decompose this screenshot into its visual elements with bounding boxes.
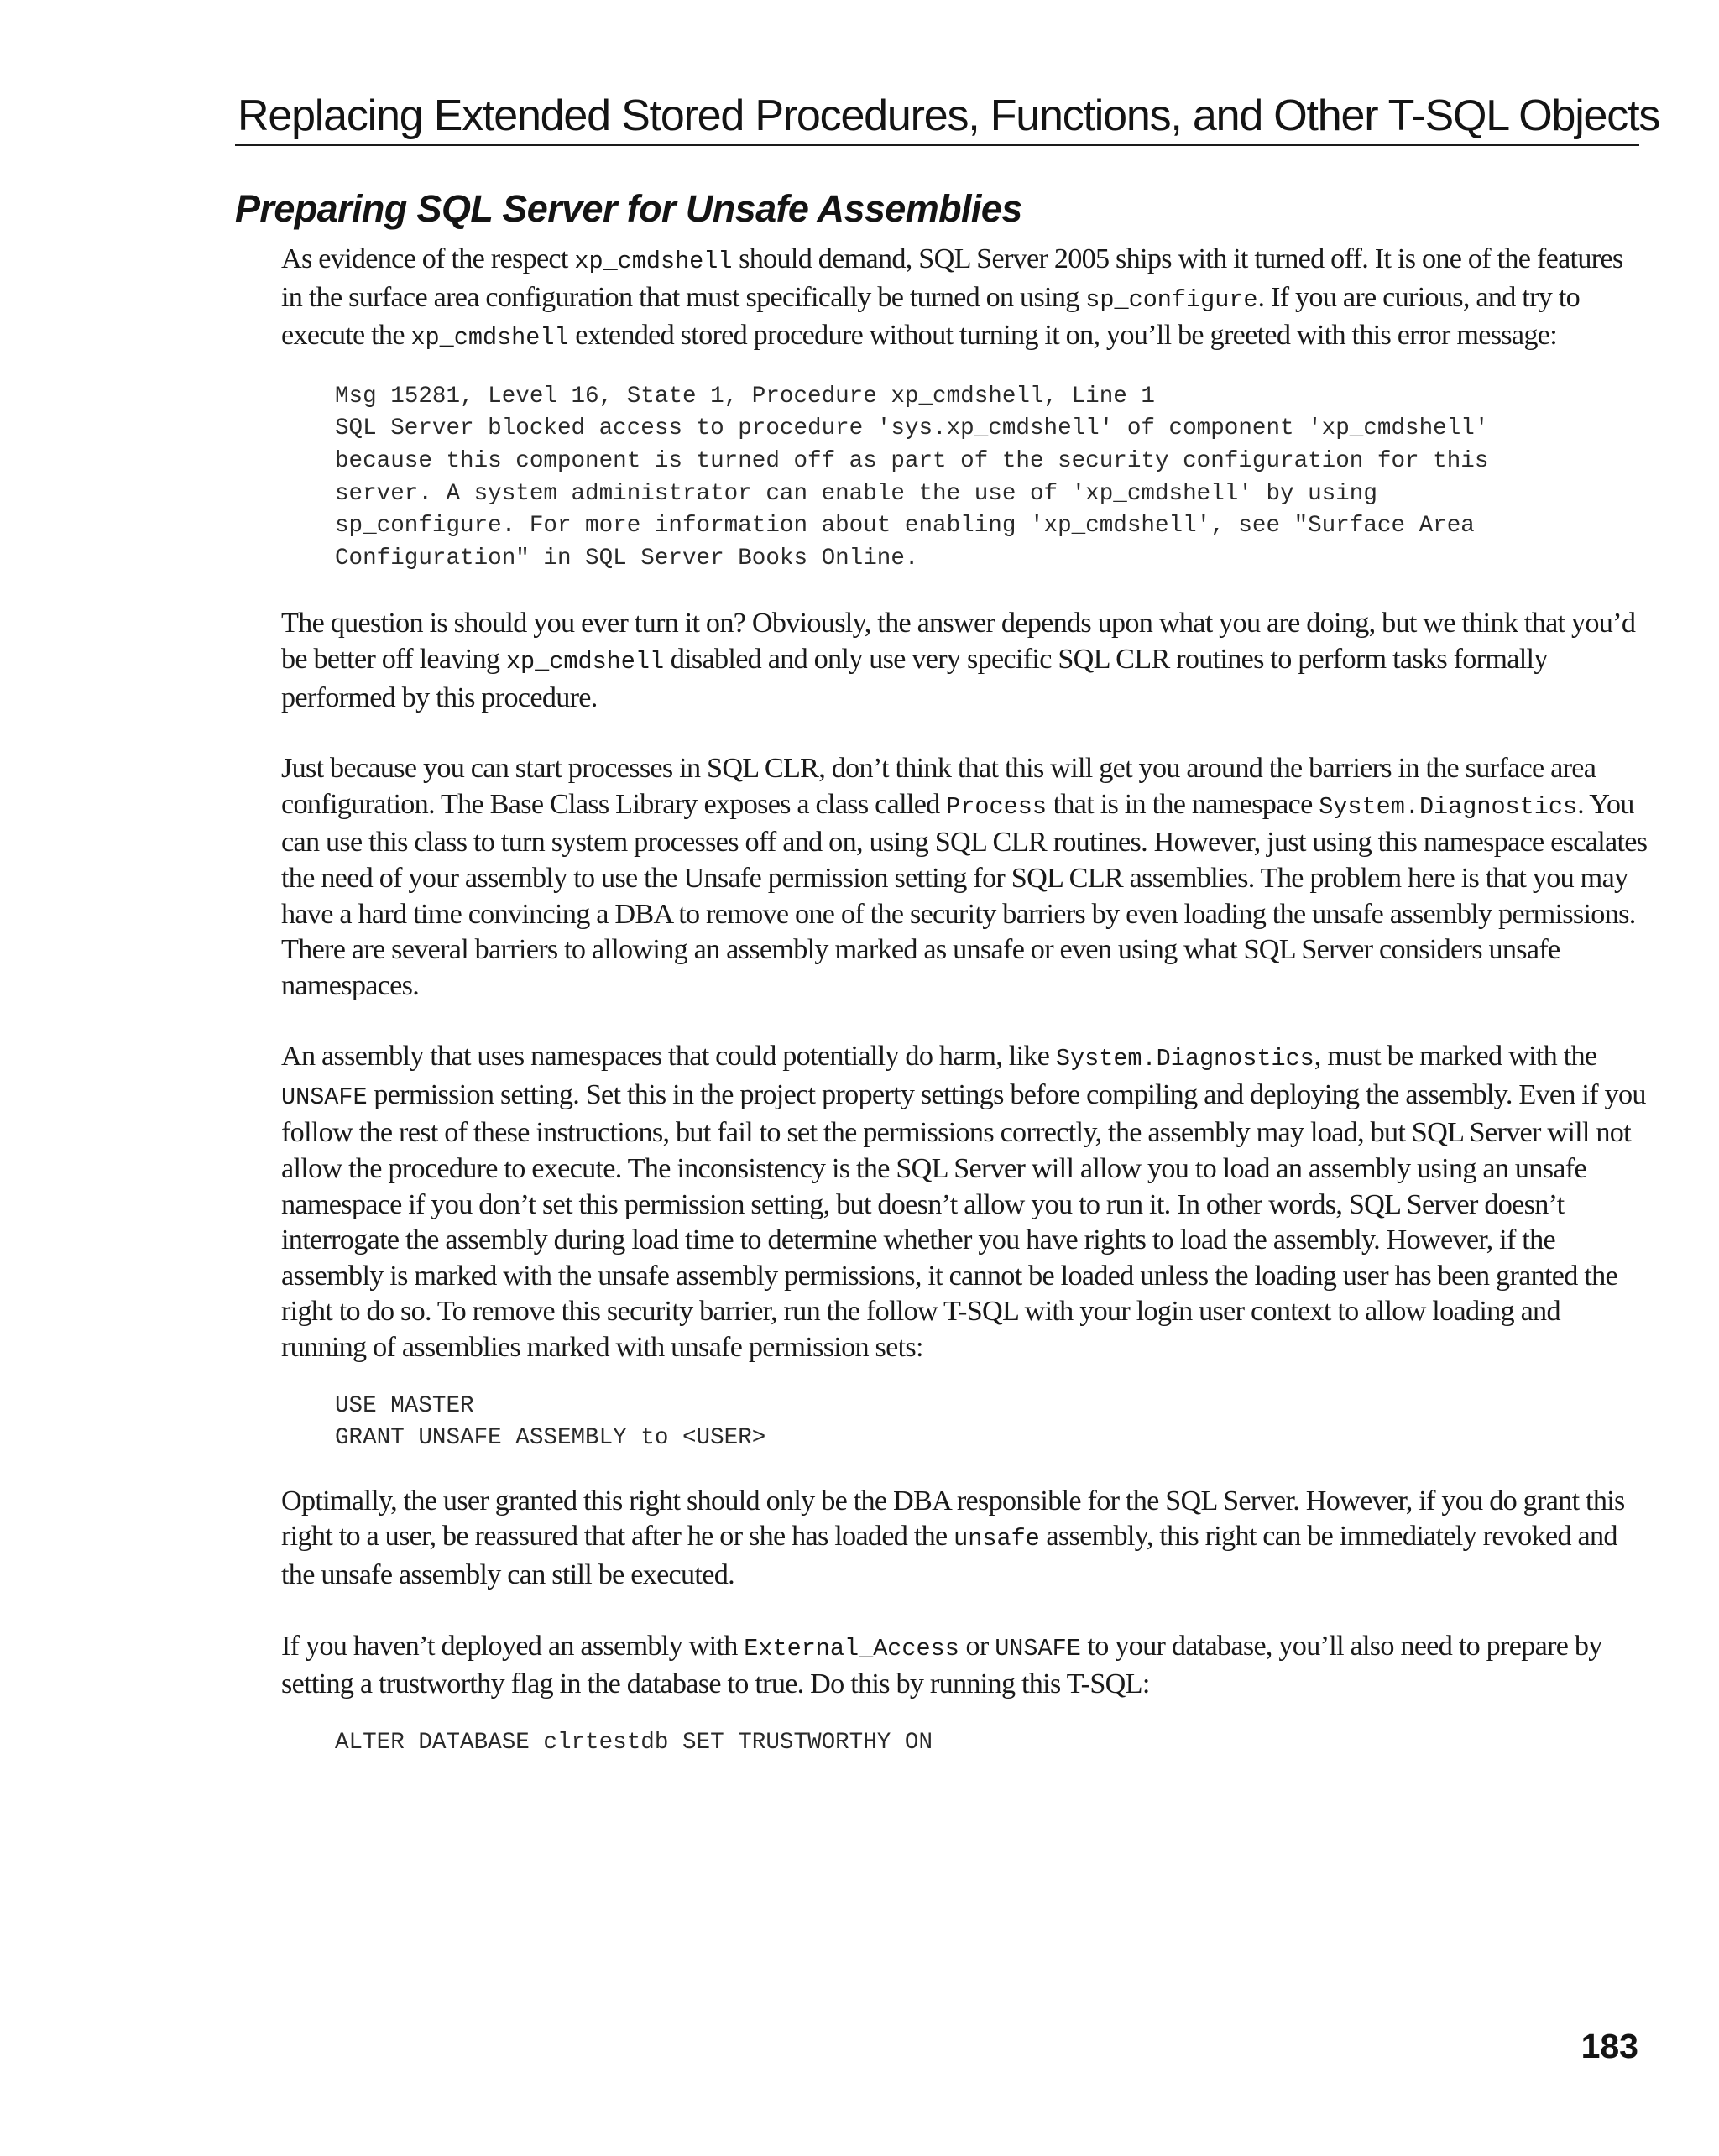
paragraph-text: , must be marked with the — [1314, 1041, 1597, 1073]
inline-code: UNSAFE — [281, 1083, 368, 1111]
paragraph-4 — [281, 1039, 1648, 1365]
paragraph-5 — [281, 1484, 1648, 1594]
paragraph-text: that is in the namespace — [1046, 788, 1319, 820]
inline-code: sp_configure — [1085, 285, 1258, 314]
inline-code: xp_cmdshell — [410, 324, 569, 352]
paragraph-text: extended stored procedure without turning it on, you’ll be greeted with this error message: — [568, 320, 1558, 352]
page-number: 183 — [1581, 2027, 1638, 2065]
header-rule — [235, 144, 1639, 146]
paragraph-text: permission setting. Set this in the project property settings before compiling and deploying the assembly. Even if you follow the rest of these instructions, but fail to set the permissions correctly, the assembly may load, but SQL Server will not allow the procedure to execute. The inconsistency is the SQL Server will allow you to load an assembly using an unsafe namespace if you don’t set this permission setting, but doesn’t allow you to run it. In other words, SQL Server doesn’t interrogate the assembly during load time to determine whether you have rights to load the assembly. However, if the assembly is marked with the unsafe assembly permissions, it cannot be loaded unless the loading user has been granted the right to do so. To remove this security barrier, run the follow T-SQL with your login user context to allow loading and running of assemblies marked with unsafe permission sets: — [281, 1078, 1646, 1364]
paragraph-text: An assembly that uses namespaces that could potentially do harm, like — [281, 1041, 1056, 1073]
inline-code: Process — [946, 792, 1047, 821]
code-block-grant-unsafe: USE MASTER GRANT UNSAFE ASSEMBLY to <USER> — [335, 1392, 766, 1452]
paragraph-text: Just because you can start processes in SQL CLR, don’t think that this will get you around the barriers in the surface area configuration. The Base Class Library exposes a class called — [281, 753, 1596, 820]
paragraph-3 — [281, 751, 1648, 1004]
paragraph-6 — [281, 1629, 1648, 1703]
paragraph-text: to your database, you’ll also need to prepare by setting a trustworthy flag in the database to true. Do this by running this T-SQL: — [281, 1630, 1602, 1700]
paragraph-text: . If you are curious, and try to execute the — [281, 281, 1581, 352]
inline-code: System.Diagnostics — [1055, 1045, 1314, 1073]
paragraph-text: or — [959, 1630, 995, 1662]
inline-code: xp_cmdshell — [574, 248, 733, 275]
paragraph-text: assembly, this right can be immediately revoked and the unsafe assembly can still be executed. — [281, 1521, 1617, 1590]
paragraph-text: As evidence of the respect — [281, 243, 575, 274]
code-block-alter-database: ALTER DATABASE clrtestdb SET TRUSTWORTHY ON — [335, 1729, 933, 1756]
code-block-error-message: Msg 15281, Level 16, State 1, Procedure xp_cmdshell, Line 1 SQL Server blocked access to procedure 'sys.xp_cmdshell' of component 'xp_cmdshell' because this component is turned off as part of the security configuration for this server. A system administrator can enable the use of 'xp_cmdshell' by using sp_configure. For more information about enabling 'xp_cmdshell', see "Surface Area Configuration" in SQL Server Books Online. — [335, 383, 1489, 572]
paragraph-text: . You can use this class to turn system processes off and on, using SQL CLR routines. However, just using this namespace escalates the need of your assembly to use the Unsafe permission setting for SQL CLR assemblies. The problem here is that you may have a hard time convincing a DBA to remove one of the security barriers by even loading the unsafe assembly permissions. There are several barriers to allowing an assembly marked as unsafe or even using what SQL Server considers unsafe namespaces. — [281, 788, 1648, 1001]
inline-code: xp_cmdshell — [505, 647, 665, 676]
section-heading: Preparing SQL Server for Unsafe Assemblies — [235, 187, 1022, 230]
paragraph-1 — [281, 242, 1648, 357]
paragraph-text: The question is should you ever turn it on? Obviously, the answer depends upon what you are doing, but we think that you’d be better off leaving — [281, 608, 1636, 675]
inline-code: System.Diagnostics — [1319, 792, 1578, 821]
paragraph-text: disabled and only use very specific SQL CLR routines to perform tasks formally performed by this procedure. — [281, 643, 1548, 713]
running-header: Replacing Extended Stored Procedures, Functions, and Other T-SQL Objects — [238, 91, 1660, 140]
paragraph-text: should demand, SQL Server 2005 ships with it turned off. It is one of the features in the surface area configuration that must specifically be turned on using — [281, 243, 1623, 313]
inline-code: External_Access — [744, 1634, 959, 1663]
paragraph-text: Optimally, the user granted this right should only be the DBA responsible for the SQL Server. However, if you do grant this right to a user, be reassured that after he or she has loaded the — [281, 1485, 1625, 1553]
inline-code: UNSAFE — [995, 1634, 1081, 1663]
paragraph-2 — [281, 606, 1648, 716]
inline-code: unsafe — [954, 1525, 1040, 1553]
body-content — [281, 242, 1648, 1759]
paragraph-text: If you haven’t deployed an assembly with — [281, 1630, 745, 1662]
